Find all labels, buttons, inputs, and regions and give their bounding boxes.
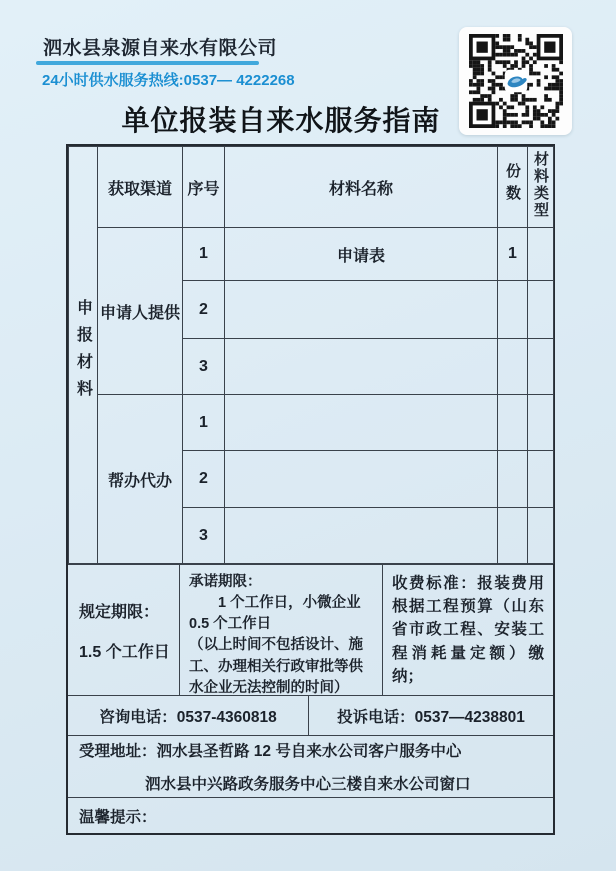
header-type-label: 材料类型 — [532, 150, 549, 219]
cell-type — [528, 281, 554, 339]
address-line1: 受理地址：泗水县圣哲路 12 号自来水公司客户服务中心 — [79, 743, 462, 760]
cell-copies: 1 — [498, 228, 528, 281]
side-label-cell — [69, 147, 98, 564]
header-underline — [36, 61, 259, 65]
cell-index: 2 — [183, 451, 225, 508]
cell-type — [528, 508, 554, 564]
phone-row — [68, 695, 553, 735]
channel-applicant-cell: 申请人提供 — [98, 228, 183, 395]
complaint-phone: 投诉电话：0537—4238801 — [308, 696, 553, 735]
cell-type — [528, 228, 554, 281]
cell-copies — [498, 395, 528, 451]
header-copies — [498, 147, 528, 228]
address-line2: 泗水县中兴路政务服务中心三楼自来水公司窗口 — [145, 776, 471, 793]
company-name: 泗水县泉源自来水有限公司 — [43, 38, 278, 59]
deadline-label: 规定期限： — [79, 603, 160, 621]
cell-material-name — [225, 451, 498, 508]
header-material-name: 材料名称 — [225, 147, 498, 228]
header-channel: 获取渠道 — [98, 147, 183, 228]
hotline-text: 24小时供水服务热线:0537— 4222268 — [42, 72, 295, 89]
cell-material-name — [225, 281, 498, 339]
header-copies-label: 份数 — [504, 162, 521, 207]
tips-row — [68, 797, 553, 833]
cell-index: 1 — [183, 395, 225, 451]
fee-text: 收费标准：报装费用根据工程预算（山东省市政工程、安装工程消耗量定额）缴纳； — [392, 574, 544, 685]
cell-copies — [498, 451, 528, 508]
cell-index: 3 — [183, 508, 225, 564]
cell-index: 3 — [183, 339, 225, 395]
consult-phone: 咨询电话：0537-4360818 — [99, 708, 277, 726]
cell-material-name: 申请表 — [225, 228, 498, 281]
cell-index: 1 — [183, 228, 225, 281]
header-index: 序号 — [183, 147, 225, 228]
cell-material-name — [225, 508, 498, 564]
cell-index: 2 — [183, 281, 225, 339]
side-label: 申报材料 — [74, 298, 92, 407]
channel-agent-cell: 帮办代办 — [98, 395, 183, 564]
header-type — [528, 147, 554, 228]
materials-table — [68, 146, 554, 564]
cell-copies — [498, 339, 528, 395]
deadline-value: 1.5 个工作日 — [79, 643, 170, 661]
fee-cell — [382, 565, 553, 695]
cell-material-name — [225, 339, 498, 395]
deadline-cell — [68, 565, 179, 695]
promise-cell — [179, 565, 382, 695]
promise-note: （以上时间不包括设计、施工、办理相关行政审批等供水企业无法控制的时间） — [189, 637, 363, 696]
cell-type — [528, 395, 554, 451]
promise-label: 承诺期限： — [189, 574, 262, 590]
service-guide-table — [66, 144, 555, 835]
deadline-row — [68, 564, 553, 695]
address-row — [68, 735, 553, 797]
cell-type — [528, 451, 554, 508]
page-title: 单位报装自来水服务指南 — [121, 105, 441, 136]
promise-value: 1 个工作日，小微企业 0.5 个工作日 — [189, 595, 361, 633]
cell-copies — [498, 508, 528, 564]
address-cell — [68, 736, 553, 797]
cell-material-name — [225, 395, 498, 451]
cell-type — [528, 339, 554, 395]
tips-label: 温馨提示： — [79, 808, 157, 826]
cell-copies — [498, 281, 528, 339]
